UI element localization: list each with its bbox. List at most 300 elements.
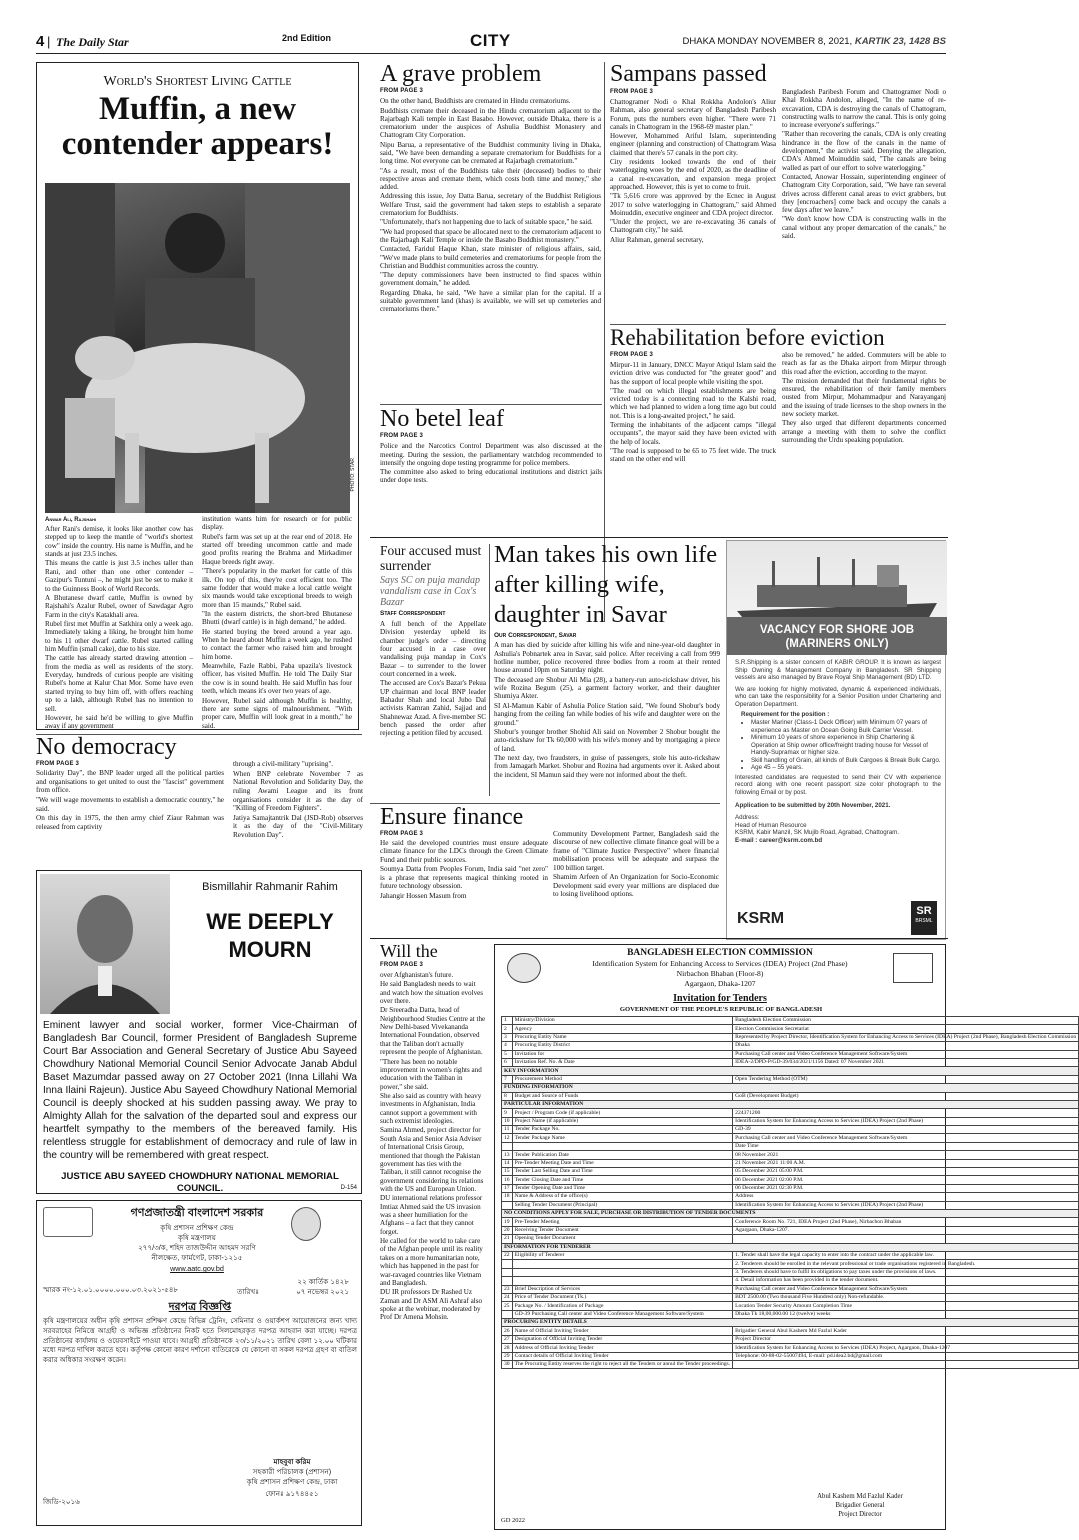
tender-row-value: Open Tendering Method (OTM) <box>733 1075 1079 1083</box>
tender-row-value: Brigadier General Abul Kashem Md Fazlul Kader <box>733 1327 1079 1335</box>
signatory-name: মাহবুবা করিম <box>273 1457 311 1466</box>
willthe-story <box>380 942 486 1530</box>
tender-row-label <box>512 1277 733 1285</box>
paragraph: They also urged that different departments concerned arrange a meeting with them to solve the conflict surrounding the Urdu speaking population. <box>782 419 946 444</box>
tender-row-value: BDT 2500.00 (Two thousand Five Hundred only) Non-refundable. <box>733 1293 1079 1301</box>
paragraph: over Afghanistan's future. <box>380 970 454 979</box>
ad-address: ২৭৭/৩/ক, শহিদ তাজউদ্দীন আহমদ সরণি <box>138 1243 256 1252</box>
paragraph: "There has been no notable improvement in women's rights and education with the Taliban in power," she said. <box>380 1057 482 1091</box>
mourn-title-1: WE DEEPLY <box>206 909 334 934</box>
tender-address: Agargaon, Dhaka-1207 <box>684 979 756 988</box>
tender-row-label: Package No. / Identification of Package <box>512 1302 733 1310</box>
paragraph: "We will wage movements to establish a democratic country," he said. <box>36 795 224 813</box>
tender-row <box>502 1058 1079 1066</box>
accused-headline: Four accused must surrender <box>380 543 482 573</box>
tender-row <box>502 1117 1079 1125</box>
tender-row-value <box>733 1235 1079 1243</box>
tender-row <box>502 1361 1079 1369</box>
masthead <box>36 30 946 52</box>
democracy-col-2 <box>233 760 363 860</box>
rehab-headline: Rehabilitation before eviction <box>610 325 885 350</box>
paragraph: "Tk 5,616 crore was approved by the Ecnec in August 2017 to solve waterlogging in Chattogram," said Ahmed Moinuddin, executive engineer and CDA project director. <box>610 192 776 217</box>
tender-row-number <box>502 1310 513 1318</box>
tender-row-label: Brief Description of Services <box>512 1285 733 1293</box>
tender-row-number: 21 <box>502 1235 513 1243</box>
vacancy-seek: We are looking for highly motivated, dynamic & experienced individuals, who can take the responsibility for a Senior Position under Chartering and Operation Department. <box>735 685 941 708</box>
paragraph: Contacted, Faridul Haque Khan, state minister of religious affairs, said, "We've made plans to build cemeteries and crematoriums for people from the Christian and Buddhist communities across the country. <box>380 245 601 270</box>
tender-row-number: 5 <box>502 1050 513 1058</box>
paragraph: She also said as country with heavy investments in Afghanistan, India cannot support a government with such extremist ideologies. <box>380 1092 482 1126</box>
requirement: • Minimum 10 years of shore experience in Ship Chartering & Operation at Ship owner office/freight trading house for Vessel of Handy-Supramax or higher size. <box>751 734 941 757</box>
tender-row-label: Project Name (if applicable) <box>512 1117 733 1125</box>
tender-row-label: Procuring Entity District <box>512 1042 733 1050</box>
tender-row-label: Designation of Official Inviting Tender <box>512 1335 733 1343</box>
section-rule <box>370 938 948 939</box>
paragraph: "Unfortunately, that's not happening due to lack of suitable space," he said. <box>380 218 593 227</box>
tender-row-number: 20 <box>502 1226 513 1234</box>
tender-row-value: 06 December 2021 02:30 P.M. <box>733 1184 1079 1192</box>
sr-logo: SR BRSML <box>911 901 937 935</box>
tender-row-number: 6 <box>502 1058 513 1066</box>
paragraph: A Bhutanese dwarf cattle, Muffin is owned by Rajshahi's Azalur Rubel, owner of Sawdagar Agro Farm in the city's Katakhali area. <box>45 593 193 619</box>
paragraph: institution wants him for research or for public display. <box>202 515 352 532</box>
paragraph: through a civil-military "uprising". <box>233 760 334 768</box>
tender-row-number <box>502 1201 513 1209</box>
tender-row-number: 4 <box>502 1042 513 1050</box>
paragraph: "The road on which illegal establishments are being evicted today is a connecting road to the Kalshi road, which we had planned to widen a long time ago but could not. This is a long-awaited project," he said. <box>610 386 776 420</box>
tender-row-label: Name of Official Inviting Tender <box>512 1327 733 1335</box>
tender-row <box>502 1310 1079 1318</box>
tender-row-number: 2 <box>502 1025 513 1033</box>
paragraph: On this day in 1975, the then army chief Ziaur Rahman was released from captivity <box>36 814 224 831</box>
paragraph: A man has died by suicide after killing his wife and nine-year-old daughter in Ashulia's Pobnartek area in Savar, said police. After receiving a call from 999 hotline number, police recovered three bodies from a room at their rented house around 10pm on Saturday night. <box>494 641 720 675</box>
tender-row-label: Procurement Method <box>512 1075 733 1083</box>
tender-row <box>502 1293 1079 1301</box>
tender-row-label: Selling Tender Document (Principal) <box>512 1201 733 1209</box>
tender-row-value: Address <box>733 1193 1079 1201</box>
tender-row-label: Invitation Ref. No. & Date <box>512 1058 733 1066</box>
paper-name: The Daily Star <box>56 35 129 49</box>
tender-row-value: Date Time <box>733 1142 1079 1150</box>
paragraph: Police and the Narcotics Control Department was also discussed at the meeting. During the session, the parliamentary watchdog recommended to intensify the ongoing dope testing programme for police members. <box>380 442 602 467</box>
tender-row-value: GD-39 <box>733 1126 1079 1134</box>
paragraph: Rubel's farm was set up at the rear end of 2018. He started off breeding uncommon cattle and made good profits rearing the Brahma and Mirkadimer Haque breeds right away. <box>202 532 352 566</box>
paragraph: "Under the project, we are re-excavating 36 canals of Chattogram city," he said. <box>610 218 776 235</box>
paragraph: Addressing this issue, Joy Datta Barua, secretary of the Buddhist Religious Welfare Trust, said the government had taken steps to establish a separate crematorium for Buddhists. <box>380 192 601 218</box>
tender-row <box>502 1327 1079 1335</box>
mujib100-logo-icon <box>43 1207 93 1237</box>
tender-row-number: 17 <box>502 1184 513 1192</box>
paragraph: "We don't know how CDA is constructing walls in the canal without any proper demarcation of the canals," he said. <box>782 215 946 241</box>
tender-row-number: 18 <box>502 1193 513 1201</box>
requirement: • Age 45 – 55 years. <box>751 764 941 772</box>
tender-row-value: Telephone: 00-88-02-55007494, E-mail: pd.idea2.bd@gmail.com <box>733 1352 1079 1360</box>
muffin-photo <box>45 183 350 513</box>
tender-row <box>502 1033 1079 1041</box>
page-number: 4 <box>36 33 45 50</box>
photo-credit: PHOTO: STAR <box>349 458 356 492</box>
tender-row-label: Tender Opening Date and Time <box>512 1184 733 1192</box>
tender-section: PARTICULAR INFORMATION <box>502 1100 1079 1108</box>
tender-row-number: 27 <box>502 1335 513 1343</box>
tender-row-number: 25 <box>502 1302 513 1310</box>
tender-row-value: Purchasing Call center and Video Conference Management Software/System <box>733 1050 1079 1058</box>
paragraph: However, Rubel said although Muffin is healthy, there are some signs of malnourishment. "With proper care, Muffin will look great in a month," he said. <box>202 696 352 730</box>
paragraph: DU IR professors Dr Rashed Uz Zaman and Dr ASM Ali Ashraf also spoke at the webinar, moderated by Prof Dr Amena Mohsin. <box>380 1288 483 1322</box>
tender-row <box>502 1075 1079 1083</box>
vacancy-deadline: Application to be submitted by 20th November, 2021. <box>735 801 891 809</box>
tender-row-value: Agargaon, Dhaka-1207. <box>733 1226 1079 1234</box>
tender-row-value: 2. Tenderers should be enrolled in the relevant professional or trade organisations registered in Bangladesh. <box>733 1260 1079 1268</box>
tender-row <box>502 1109 1079 1117</box>
address-label: Address: <box>735 814 760 822</box>
tender-row-value: Dhaka Tk 18,00,000.00 12 (twelve) weeks <box>733 1310 1079 1318</box>
tender-signature: Project Director <box>838 1511 882 1518</box>
tender-row-value: Conference Room No. 721, IDEA Project (2nd Phase), Nirbachon Bhaban <box>733 1218 1079 1226</box>
column-rule <box>489 544 490 796</box>
paragraph: However, Mohammed Ariful Islam, superintending engineer (planning and construction) of Chattogram Wasa claimed that there's 57 canals in the port city. <box>610 132 776 157</box>
mourn-footer: JUSTICE ABU SAYEED CHOWDHURY NATIONAL MEMORIAL COUNCIL. <box>61 1171 339 1194</box>
portrait <box>40 874 170 1014</box>
tender-row <box>502 1285 1079 1293</box>
paragraph: The next day, two fraudsters, in guise of passengers, stole his auto-rickshaw from Jamagarh Market. Shobur and Rozina had arguments over it. Asked about the incident, SI Mamun said they were not informed about the theft. <box>494 753 720 779</box>
tender-row-label: Tender Closing Date and Time <box>512 1176 733 1184</box>
tender-row <box>502 1100 1079 1108</box>
paragraph: Nipu Barua, a representative of the Buddhist community living in Dhaka, said, "We have been demanding a separate crematorium for Buddhists for a long time. Not everyone can be cremated at Rajarbagh crematorium." <box>380 140 601 166</box>
mourn-ad <box>36 870 362 1194</box>
tender-row-number: 13 <box>502 1151 513 1159</box>
vacancy-intro: S.R.Shipping is a sister concern of KABIR GROUP. It is known as largest Ship Owning & Management Company in Bangladesh. SR Shipping vessels are also managed by Brave Royal Ship Management (BD) LTD. <box>735 659 941 682</box>
tender-row-label: GD-39 Purchasing Call center and Video Conference Management Software/System <box>512 1310 733 1318</box>
edition: 2nd Edition <box>282 33 331 43</box>
paragraph: Rubel first met Muffin at Satkhira only a week ago. Immediately taking a liking, he brought him home to his 11 other dwarf cattle. Rubel started calling him Muffin (small cake), due to his size. <box>45 619 193 654</box>
ad-date: ২২ কার্তিক ১৪২৮ <box>297 1277 349 1286</box>
tender-row-label: The Procuring Entity reserves the right to reject all the Tenders or annul the Tender proceedings. <box>512 1361 733 1369</box>
tender-signature: Brigadier General <box>835 1502 885 1509</box>
tender-section: INFORMATION FOR TENDERER <box>502 1243 1079 1251</box>
vacancy-email: E-mail : career@ksrm.com.bd <box>735 836 823 844</box>
tender-section: FUNDING INFORMATION <box>502 1084 1079 1092</box>
tender-row-label: Agency <box>512 1025 733 1033</box>
tender-row-number: 30 <box>502 1361 513 1369</box>
from-label: FROM PAGE 3 <box>380 88 424 95</box>
tender-row-value: Purchasing Call center and Video Conference Management Software/System <box>733 1285 1079 1293</box>
tender-row-label: Eligibility of Tenderer <box>512 1251 733 1259</box>
tender-row <box>502 1134 1079 1142</box>
vacancy-body <box>735 659 941 844</box>
tender-row-value: 05 December 2021 05:00 P.M. <box>733 1168 1079 1176</box>
paragraph: "The deputy commissioners have been instructed to find spaces within government domain," he added. <box>380 271 601 288</box>
section-rule <box>370 537 948 538</box>
tender-row <box>502 1335 1079 1343</box>
tender-row <box>502 1184 1079 1192</box>
memo-number: স্মারক নং-১২.০১.০০০০.০০০.০৩.২০২১-৫৪৮ <box>43 1285 179 1294</box>
vacancy-apply: Interested candidates are requested to send their CV with experience record along with one recent passport size color photograph to the following Email or by post. <box>735 773 941 796</box>
tender-row-value: 1. Tender shall have the legal capacity to enter into the contract under the applicable law. <box>733 1251 1079 1259</box>
tender-row-value: Identification System for Enhancing Access to Services (IDEA) Project (2nd Phase) <box>733 1201 1079 1209</box>
requirement-title: Requirement for the position : <box>741 711 830 719</box>
ad-date: ০৭ নভেম্বর ২০২১ <box>296 1287 349 1296</box>
address-line: Head of Human Resource <box>735 821 807 829</box>
tender-row-value: Dhaka <box>733 1042 1079 1050</box>
paragraph: The deceased are Shobur Ali Mia (28), a battery-run auto-rickshaw driver, his wife Rozina Begum (25), a garment factory worker, and their daughter Shumiya Akter. <box>494 675 720 701</box>
tender-row-number: 3 <box>502 1033 513 1041</box>
ad-phone: ফোনঃ ৯১৭৪৪৫১ <box>265 1489 319 1498</box>
finance-col-1 <box>380 839 548 933</box>
vacancy-banner <box>727 617 947 655</box>
tender-row-number: 8 <box>502 1092 513 1100</box>
sampans-col-2 <box>782 88 946 320</box>
tender-row-value: Bangladesh Election Commission <box>733 1017 1079 1025</box>
savar-byline: Our Correspondent, Savar <box>494 631 577 639</box>
tender-row-label: Name & Address of the office(s) <box>512 1193 733 1201</box>
paragraph: Regarding Dhaka, he said, "We have a similar plan for the capital. If a suitable government land (khas) is available, we will set up cemeteries and crematoriums there." <box>380 288 601 314</box>
tender-row <box>502 1260 1079 1268</box>
sampans-headline: Sampans passed <box>610 61 767 87</box>
tender-row-number <box>502 1142 513 1150</box>
paragraph: He said Bangladesh needs to wait and watch how the situation evolves over there. <box>380 980 484 1006</box>
paragraph: Bangladesh Paribesh Forum and Chattogramer Nodi o Khal Rokkha Andolon, alleged, "In the name of re-excavation, CDA is destroying the canals of Chattogram, constructing walls to narrow the canal. This is only going to increase everyone's sufferings." <box>782 88 946 130</box>
tender-row-label: Address of Official Inviting Tender <box>512 1344 733 1352</box>
tender-row-label: Tender Package Name <box>512 1134 733 1142</box>
paragraph: Terming the inhabitants of the adjacent camps "illegal occupants", the mayor said they have been evicted with the help of locals. <box>610 421 776 446</box>
tender-row-value: IDEA-2/DPD-P/GD-39/034/2021/1156 Dated: 07 November 2021 <box>733 1058 1079 1066</box>
paragraph: This means the cattle is just 3.5 inches taller than Rani, and other than one other contender – Gazipur's Tuntuni –, he might just be set to make it to the Guinness Book of World Records. <box>45 559 193 593</box>
separator: | <box>47 34 51 49</box>
tender-row <box>502 1168 1079 1176</box>
tender-table-wrap <box>501 1016 1077 1484</box>
tender-row <box>502 1151 1079 1159</box>
vacancy-ad <box>726 540 946 940</box>
tender-row-number: 26 <box>502 1327 513 1335</box>
tender-project: Identification System for Enhancing Access to Services (IDEA) Project (2nd Phase) <box>592 959 848 968</box>
masthead-rule <box>36 53 946 54</box>
tender-row-value: GoB (Development Budget) <box>733 1092 1079 1100</box>
tender-row-value: 3. Tenderers should have to fulfil its obligations to pay taxes under the provisions of laws. <box>733 1268 1079 1276</box>
tender-row <box>502 1126 1079 1134</box>
tender-row-number: 19 <box>502 1218 513 1226</box>
paragraph: The accused are Cox's Bazar's Pekua UP chairman and local BNP leader Bahadur Shah and local Jubo Dal activists Kamran Zahid, Sajjad and Shahnewaz Azad. A five-member SC bench passed the order after rejecting a petition filed by accused. <box>380 679 486 738</box>
section-name: CITY <box>470 31 511 50</box>
tender-row-number: 23 <box>502 1285 513 1293</box>
paragraph: Soumya Datta from Peoples Forum, India said "net zero" is a phrase that represents magical thinking rooted in future technology obsession. <box>380 865 548 891</box>
portrait-icon <box>40 874 170 1014</box>
ad-body: কৃষি মন্ত্রণালয়ের অধীন কৃষি প্রশাসন প্রশিক্ষণ কেন্দ্রে বিভিন্ন ট্রেনিং, সেমিনার ও ওয়ার্কশপ আয়োজনের জন্য খাদ্য সরবরাহের নিমিত্তে আগ্রহী ও অভিজ্ঞ প্রতিষ্ঠানের নিকট হতে সিলমোহরকৃত দরপত্র আহবান করা যাচ্ছে। দরপত্র প্রতিষ্ঠানের কার্যালয় ও ওয়েবসাইটে পাওয়া যাবে। আগ্রহী প্রতিষ্ঠানকে ২৩/১১/২০২১ তারিখ বেলা ১২.০০ ঘটিকার মধ্যে দরপত্র দাখিল করতে হবে। কর্তৃপক্ষ কোনো কারণ দর্শানো ব্যতিরেকে যে কোনো বা সকল দরপত্র গ্রহণ বা বাতিল করার অধিকার সংরক্ষণ করেন। <box>43 1318 357 1365</box>
paragraph: "We had proposed that space be allocated next to the crematorium adjacent to the Rajarbagh Kali Temple or inside the Basabo Buddhist monastery." <box>380 227 601 244</box>
tender-row-number: 22 <box>502 1251 513 1259</box>
paragraph: Meanwhile, Fazle Rabbi, Paba upazila's livestock officer, has visited Muffin. He told The Daily Star the cow is in sound health. He said Muffin has four teeth, which means it's over two years of age. <box>202 662 352 696</box>
tender-row-label: Project / Program Code (if applicable) <box>512 1109 733 1117</box>
tender-row-number: 24 <box>502 1293 513 1301</box>
sampans-col-1 <box>610 98 776 320</box>
paragraph: The mission demanded that their fundamental rights be ensured, the rehabilitation of their family members ousted from Mirpur, Mohammadpur and Narayanganj and the issuing of trade licenses to the shop owners in the new society market. <box>782 376 946 419</box>
requirement-list <box>751 719 941 772</box>
tender-org: BANGLADESH ELECTION COMMISSION <box>627 948 813 958</box>
tender-row-label <box>512 1268 733 1276</box>
tender-row-label: Tender Package No. <box>512 1126 733 1134</box>
tender-row-number <box>502 1277 513 1285</box>
tender-row-value: Purchasing Call center and Video Conference Management Software/System <box>733 1134 1079 1142</box>
column-rule <box>604 62 605 622</box>
tender-row-number: 1 <box>502 1017 513 1025</box>
tender-row-label: Contact details of Official Inviting Tender <box>512 1352 733 1360</box>
accused-byline: Staff Correspondent <box>380 610 446 618</box>
tender-row <box>502 1159 1079 1167</box>
from-label: FROM PAGE 3 <box>36 761 80 767</box>
bismillah: Bismillahir Rahmanir Rahim <box>202 881 338 893</box>
tender-row-value: 08 November 2021 <box>733 1151 1079 1159</box>
paragraph: DU international relations professor Imtiaz Ahmed said the US invasion was a sheer humiliation for the Afghans – a fact that they cannot forget. <box>380 1194 483 1236</box>
betel-headline: No betel leaf <box>380 406 504 432</box>
tender-row-value: Identification System for Enhancing Access to Services (IDEA) Project, Agargaon, Dhaka-1207 <box>733 1344 1079 1352</box>
tender-row <box>502 1268 1079 1276</box>
paragraph: Aliur Rahman, general secretary, <box>610 235 704 244</box>
mourn-body: Eminent lawyer and social worker, former Vice-Chairman of Bangladesh Bar Council, former President of Bangladesh Supreme Court Bar Association and General Secretary of Justice Abu Sayeed Chowdhury National Memorial Council Senior Advocate Janab Abdul Baset Mazumdar passed away on 27 October 2021 (Inna Lillahi Wa Inna Ilaini Rajeun). Justice Abu Sayeed Chowdhury National Memorial Council is deeply shocked at his sudden passing away. We pray to Almighty Allah for the salvation of the departed soul and express our heartfelt sympathy to the members of the bereaved family. His relentless struggle for establishment of democracy and rule of law in the country will be remembered with great respect. <box>43 1020 357 1162</box>
paragraph: City residents looked towards the end of their waterlogging woes by the end of 2020, as the deadline of a canal re-excavation, and expansion mega project approached. However, this is yet to come to fruit. <box>610 158 776 191</box>
memo-date-label: তারিখঃ <box>237 1287 260 1296</box>
tender-row <box>502 1251 1079 1259</box>
tender-row-label <box>512 1260 733 1268</box>
dept-name: কৃষি প্রশাসন প্রশিক্ষণ কেন্দ্র <box>160 1223 234 1232</box>
tender-row-number: 15 <box>502 1168 513 1176</box>
paragraph: He said the developed countries must ensure adequate climate finance for the LDCs through the Green Climate Fund and their public sources. <box>380 839 548 864</box>
muffin-col-1 <box>45 525 193 731</box>
dateline: DHAKA MONDAY NOVEMBER 8, 2021, KARTIK 23, 1428 BS <box>682 36 946 47</box>
tender-row-label: Procuring Entity Name <box>512 1033 733 1041</box>
tender-row <box>502 1235 1079 1243</box>
cow-icon <box>45 183 350 513</box>
signatory-org: কৃষি প্রশাসন প্রশিক্ষণ কেন্দ্র, ঢাকা <box>246 1477 338 1486</box>
paragraph: "As a result, most of the Buddhists take their (deceased) bodies to their respective areas and cremate them, which costs both time and money," she added. <box>380 166 601 192</box>
paragraph: A full bench of the Appellate Division yesterday upheld its chamber judge's order – directing four accused in a case over vandalising puja mandap in Cox's Bazar – to surrender to the lower court concerned in a week. <box>380 619 486 678</box>
tender-row <box>502 1218 1079 1226</box>
tender-row <box>502 1050 1079 1058</box>
ministry-name: কৃষি মন্ত্রণালয় <box>177 1233 217 1242</box>
ad-address: নীলক্ষেত, ফার্মগেট, ঢাকা-১২১৫ <box>151 1253 243 1262</box>
tender-row-value: Election Commission Secretariat <box>733 1025 1079 1033</box>
paragraph: Jatiya Samajtantrik Dal (JSD-Rob) observes it as the day of the "Civil-Military Revolution Day". <box>233 813 363 840</box>
tender-row-label: Tender Last Selling Date and Time <box>512 1168 733 1176</box>
tender-row <box>502 1209 1079 1217</box>
paragraph: He started buying the breed around a year ago. When he heard about Muffin a week ago, he rushed to contact the farmer who raised him and brought him home. <box>202 627 352 661</box>
paragraph: Shamim Arfeen of An Organization for Socio-Economic Development said every year millions are displaced due to losing livelihood options. <box>553 873 719 899</box>
tender-section: PROCURING ENTITY DETAILS <box>502 1319 1079 1327</box>
tender-row-label: Opening Tender Document <box>512 1235 733 1243</box>
democracy-col-1 <box>36 769 224 859</box>
paragraph: "In the eastern districts, the short-bred Bhutanese Bhutti (dwarf cattle) is in high demand," he added. <box>202 609 352 627</box>
tender-row <box>502 1017 1079 1025</box>
requirement: • Skill handling of Grain, all kinds of Bulk Cargoes & Break Bulk Cargo. <box>751 757 941 765</box>
tender-row-value <box>733 1361 1079 1369</box>
paragraph: Shobur's younger brother Shohid Ali said on November 2 Shobur bought the auto-rickshaw for Tk 60,000 with his wife's money and by mortgaging a piece of land. <box>494 727 720 753</box>
accused-subhead: Says SC on puja mandap vandalism case in Cox's Bazar <box>380 575 480 609</box>
signatory-title: সহকারী পরিচালক (প্রশাসন) <box>252 1467 332 1476</box>
tender-row <box>502 1193 1079 1201</box>
tender-row-number: 9 <box>502 1109 513 1117</box>
tender-row-value: 21 November 2021 11:00 A.M. <box>733 1159 1079 1167</box>
tender-title: Invitation for Tenders <box>673 993 767 1004</box>
requirement: • Master Mariner (Class-1 Deck Officer) with Minimum 07 years of experience as Master on Ocean Going Bulk Carrier Vessel. <box>751 719 941 734</box>
muffin-byline: Anwar Ali, Rajshahi <box>45 517 97 523</box>
tender-row-label: Pre-Tender Meeting Date and Time <box>512 1159 733 1167</box>
tender-row-value: Location Tender Security Amount Completion Time <box>733 1302 1079 1310</box>
tender-row <box>502 1201 1079 1209</box>
muffin-headline: Muffin, a new contender appears! <box>61 91 334 162</box>
paragraph: "Rather than recovering the canals, CDA is only creating hindrance in the flow of the canals in the name of development," the activist said. Denying the allegation, CDA's Ahmed Moinuddin said, "The canals are being walled as part of our effort to solve waterlogging." <box>782 130 946 172</box>
tender-row <box>502 1277 1079 1285</box>
bangla-ad <box>36 1200 362 1526</box>
ad-title: দরপত্র বিজ্ঞপ্তি <box>168 1301 232 1313</box>
ad-website: www.aatc.gov.bd <box>170 1264 224 1273</box>
ksrm-logo: KSRM <box>737 910 785 927</box>
tender-row <box>502 1025 1079 1033</box>
banner-line-1: VACANCY FOR SHORE JOB <box>759 624 915 636</box>
tender-row <box>502 1142 1079 1150</box>
tender-row-label: Invitation for <box>512 1050 733 1058</box>
tender-row <box>502 1176 1079 1184</box>
tender-row-label: Pre-Tender Meeting <box>512 1218 733 1226</box>
paragraph: Buddhists cremate their deceased in the Hindu crematorium adjacent to the Rajarbagh Kali temple in East Basabo. However, outside Dhaka, there is a crematorium under the auspices of Ashulia Buddhist Monastery and Chattogram City Corporation. <box>380 106 601 140</box>
idea-logo-icon <box>893 953 933 983</box>
paragraph: SI Al-Mamun Kabir of Ashulia Police Station said, "We found Shobur's body hanging from the ceiling fan while bodies of his wife and daughter were on the ground." <box>494 701 720 727</box>
paragraph: "The road is supposed to be 65 to 75 feet wide. The truck stand on the other end will <box>610 446 776 464</box>
tender-table <box>501 1016 1079 1369</box>
tender-row-number: 7 <box>502 1075 513 1083</box>
tender-row-label <box>512 1142 733 1150</box>
finance-headline: Ensure finance <box>380 804 524 830</box>
tender-row-value: 4. Detail information has been provided in the tender document. <box>733 1277 1079 1285</box>
tender-row-number <box>502 1268 513 1276</box>
muffin-col-2 <box>202 515 352 730</box>
tender-section: NO CONDITIONS APPLY FOR SALE, PURCHASE OR DISTRIBUTION OF TENDER DOCUMENTS <box>502 1209 1079 1217</box>
from-label: FROM PAGE 3 <box>610 89 654 95</box>
savar-story <box>494 540 720 802</box>
tender-row-value: Project Director <box>733 1335 1079 1343</box>
tender-row <box>502 1092 1079 1100</box>
section-rule <box>380 404 602 405</box>
tender-row-label: Budget and Source of Funds <box>512 1092 733 1100</box>
tender-row-value: 224371200 <box>733 1109 1079 1117</box>
paragraph: The committee also asked to bring educational institutions and district jails under dope tests. <box>380 468 602 485</box>
paragraph: Solidarity Day", the BNP leader urged all the political parties and organisations to get united to oust the "fascist" government from office. <box>36 769 224 795</box>
tender-row-value: 06 December 2021 02:00 P.M. <box>733 1176 1079 1184</box>
tender-row-number <box>502 1260 513 1268</box>
tender-row <box>502 1302 1079 1310</box>
paragraph: also be removed," he added. Commuters will be able to reach as far as the Dhaka airport from Mirpur through this road after the eviction, according to the mayor. <box>782 351 946 376</box>
tender-row-number: 12 <box>502 1134 513 1142</box>
willthe-headline: Will the <box>380 941 438 961</box>
tender-row <box>502 1344 1079 1352</box>
paragraph: However, he said he'd be willing to give Muffin away if any government <box>45 713 193 731</box>
paragraph: Community Development Partner, Bangladesh said the discourse of new collective climate finance goal will be a frame of "Climate Justice Perspective" where financial mobilisation process will be adequate and surpass the 100 billion target. <box>553 830 719 872</box>
tender-row <box>502 1084 1079 1092</box>
tender-row-number: 16 <box>502 1176 513 1184</box>
tender-address: Nirbachon Bhaban (Floor-8) <box>676 969 764 978</box>
tender-ad <box>494 944 1077 1530</box>
rehab-col-1 <box>610 361 776 531</box>
govt-name: গণপ্রজাতন্ত্রী বাংলাদেশ সরকার <box>130 1207 264 1219</box>
paragraph: The cattle has already started drawing attention – from the media as well as residents of the story. Everyday, hundreds of curious people are visiting Rubel's home at Kalur Chat Mor. Some have even started trying to buy him off, with offers reaching up to a lakh, although Rubel has no intention to sell. <box>45 654 193 713</box>
tender-row-value: Represented by Project Director, Identification System for Enhancing Access to Services (IDEA) Project (2nd Phase), Bangladesh Election Commission <box>733 1033 1079 1041</box>
muffin-kicker: World's Shortest Living Cattle <box>103 74 292 89</box>
grave-headline: A grave problem <box>380 61 542 87</box>
muffin-story <box>36 62 359 730</box>
tender-section: KEY INFORMATION <box>502 1067 1079 1075</box>
paragraph: After Rani's demise, it looks like another cow has stepped up to keep the mantle of "world's shortest cow" inside the country. His name is Muffin, and he stands at just 23.5 inches. <box>45 525 193 559</box>
tender-row-label: Receiving Tender Document <box>512 1226 733 1234</box>
from-label: FROM PAGE 3 <box>380 961 424 968</box>
tender-row-label: Price of Tender Document (Tk.) <box>512 1293 733 1301</box>
